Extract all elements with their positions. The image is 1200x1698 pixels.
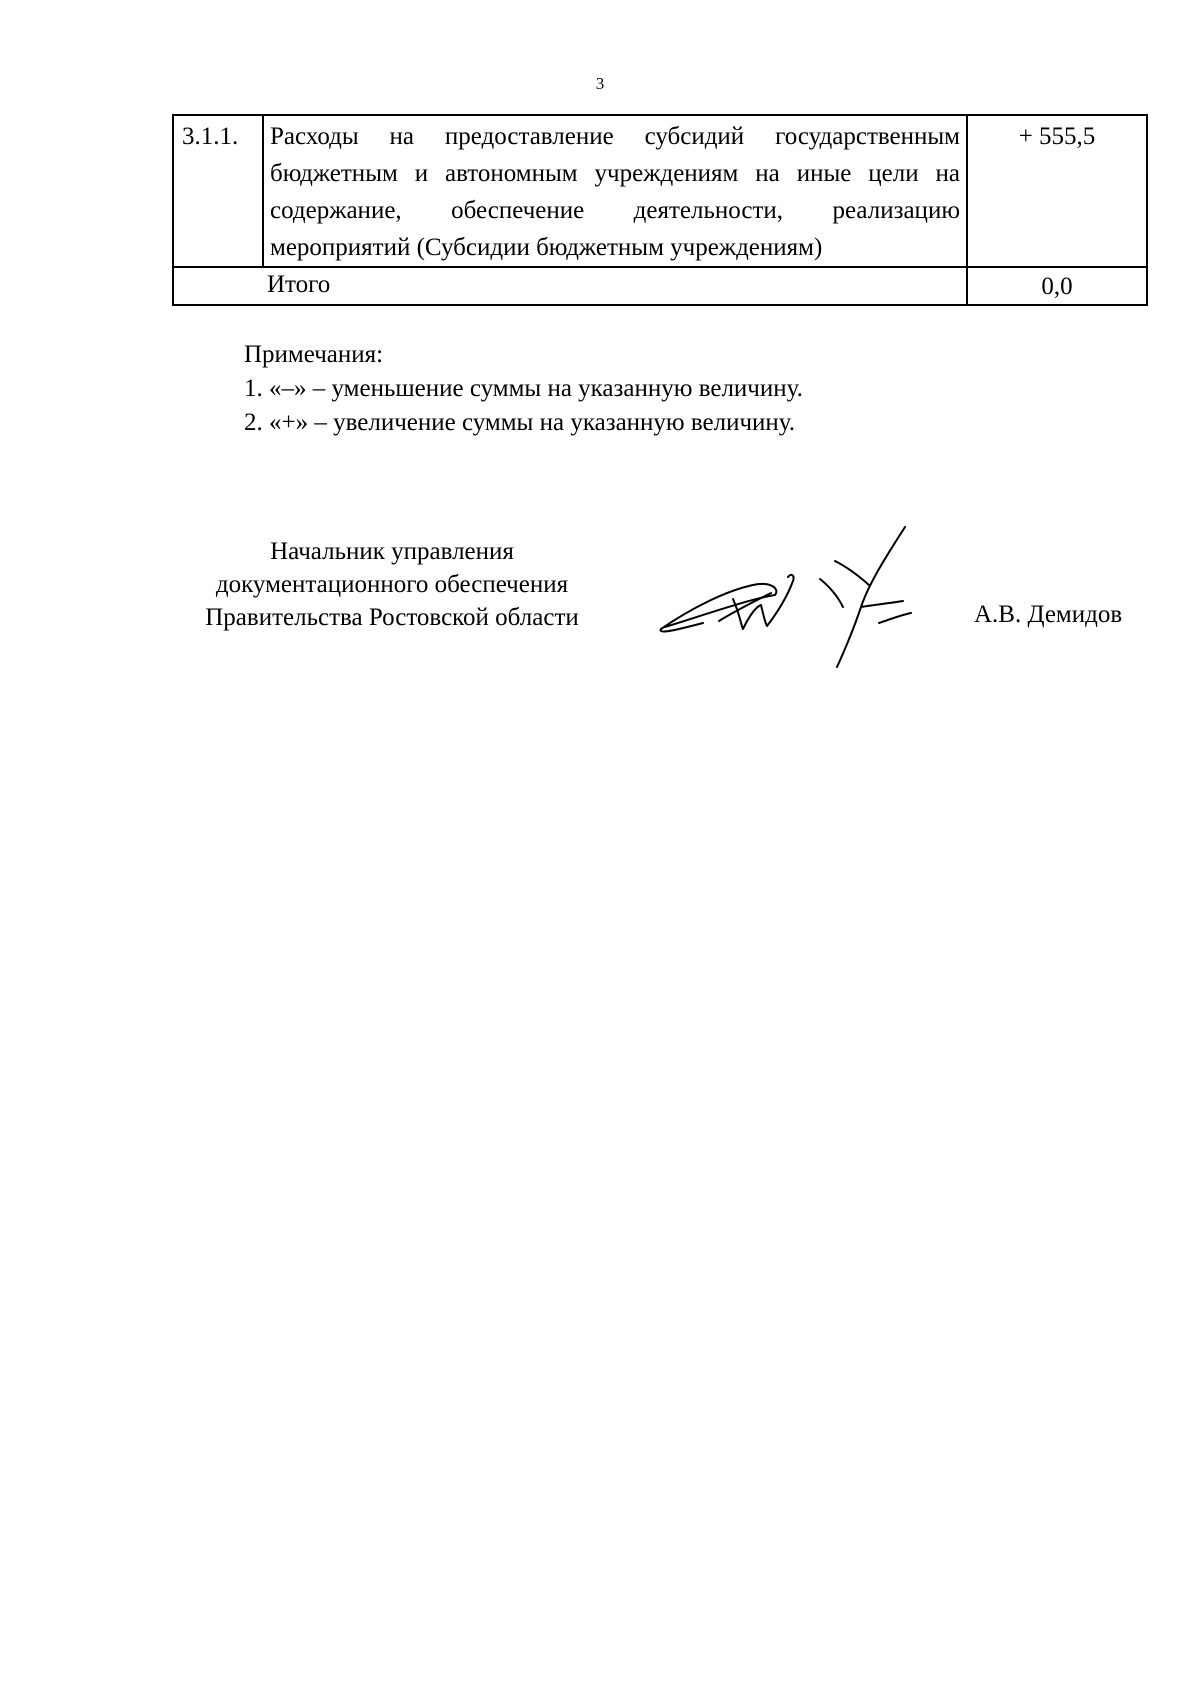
position-line: Начальник управления <box>270 538 514 565</box>
table-row <box>173 115 1147 267</box>
signer-position <box>172 535 612 634</box>
signer-name: А.В. Демидов <box>974 601 1123 628</box>
note-item: 2. «+» – увеличение суммы на указанную величину. <box>244 409 796 436</box>
row-code: 3.1.1. <box>173 115 263 267</box>
row-description: Расходы на предоставление субсидий государственным бюджетным и автономным учреждениям на иные цели на содержание, обеспечение деятельности, реализацию мероприятий (Субсидии бюджетным учреждениям) <box>263 115 967 267</box>
page-number: 3 <box>595 74 605 93</box>
total-amount: 0,0 <box>967 267 1147 305</box>
budget-table <box>172 114 1148 306</box>
handwritten-signature <box>655 525 945 685</box>
position-line: документационного обеспечения <box>215 571 569 598</box>
total-label: Итого <box>173 267 967 305</box>
note-item: 1. «–» – уменьшение суммы на указанную величину. <box>244 375 803 402</box>
notes <box>244 338 803 440</box>
position-line: Правительства Ростовской области <box>205 604 579 631</box>
notes-heading: Примечания: <box>244 341 384 368</box>
total-row <box>173 267 1147 305</box>
row-amount: + 555,5 <box>967 115 1147 267</box>
